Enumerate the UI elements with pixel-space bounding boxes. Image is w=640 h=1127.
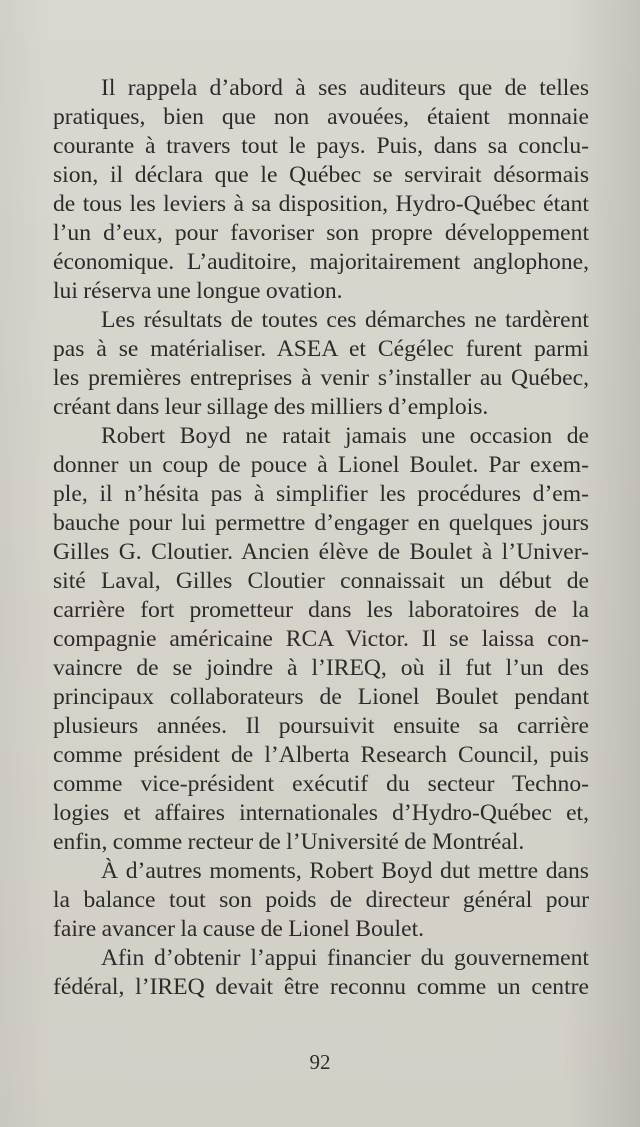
text-line: principaux collaborateurs de Lionel Boulet pendant [53,684,589,710]
text-line: courante à travers tout le pays. Puis, dans sa conclu- [53,133,589,159]
text-line: Robert Boyd ne ratait jamais une occasion de [101,423,589,449]
text-line: comme vice-président exécutif du secteur Techno- [53,771,589,797]
text-line: créant dans leur sillage des milliers d’emplois. [53,394,489,420]
text-line: vaincre de se joindre à l’IREQ, où il fut l’un des [53,655,589,681]
paragraph [53,422,589,857]
text-line: Afin d’obtenir l’appui financier du gouvernement [101,945,589,971]
text-line: fédéral, l’IREQ devait être reconnu comme un centre [53,974,589,1000]
text-line: économique. L’auditoire, majoritairement anglophone, [53,249,589,275]
text-line: logies et affaires internationales d’Hydro-Québec et, [53,800,589,826]
text-line: Il rappela d’abord à ses auditeurs que de telles [101,75,589,101]
paragraph [53,306,589,422]
text-line: pratiques, bien que non avouées, étaient monnaie [53,104,589,130]
paragraph [53,857,589,944]
text-line: donner un coup de pouce à Lionel Boulet. Par exem- [53,452,589,478]
text-line: les premières entreprises à venir s’installer au Québec, [53,365,589,391]
body-text [53,74,589,1002]
text-line: Gilles G. Cloutier. Ancien élève de Boulet à l’Univer- [53,539,589,565]
text-line: compagnie américaine RCA Victor. Il se laissa con- [53,626,589,652]
text-line: enfin, comme recteur de l’Université de Montréal. [53,829,525,855]
paragraph [53,74,589,306]
text-line: sion, il déclara que le Québec se servirait désormais [53,162,589,188]
text-line: plusieurs années. Il poursuivit ensuite sa carrière [53,713,589,739]
text-line: comme président de l’Alberta Research Council, puis [53,742,589,768]
text-line: de tous les leviers à sa disposition, Hydro-Québec étant [53,191,589,217]
text-line: pas à se matérialiser. ASEA et Cégélec furent parmi [53,336,589,362]
text-line: Les résultats de toutes ces démarches ne tardèrent [101,307,589,333]
text-line: carrière fort prometteur dans les laboratoires de la [53,597,589,623]
text-line: ple, il n’hésita pas à simplifier les procédures d’em- [53,481,589,507]
paragraph [53,944,589,1002]
text-line: la balance tout son poids de directeur général pour [53,887,589,913]
text-line: sité Laval, Gilles Cloutier connaissait un début de [53,568,589,594]
text-line: lui réserva une longue ovation. [53,278,343,304]
text-line: l’un d’eux, pour favoriser son propre développement [53,220,589,246]
text-line: bauche pour lui permettre d’engager en quelques jours [53,510,589,536]
page-number: 92 [309,1050,331,1074]
text-line: À d’autres moments, Robert Boyd dut mettre dans [101,858,589,884]
text-line: faire avancer la cause de Lionel Boulet. [53,916,425,942]
